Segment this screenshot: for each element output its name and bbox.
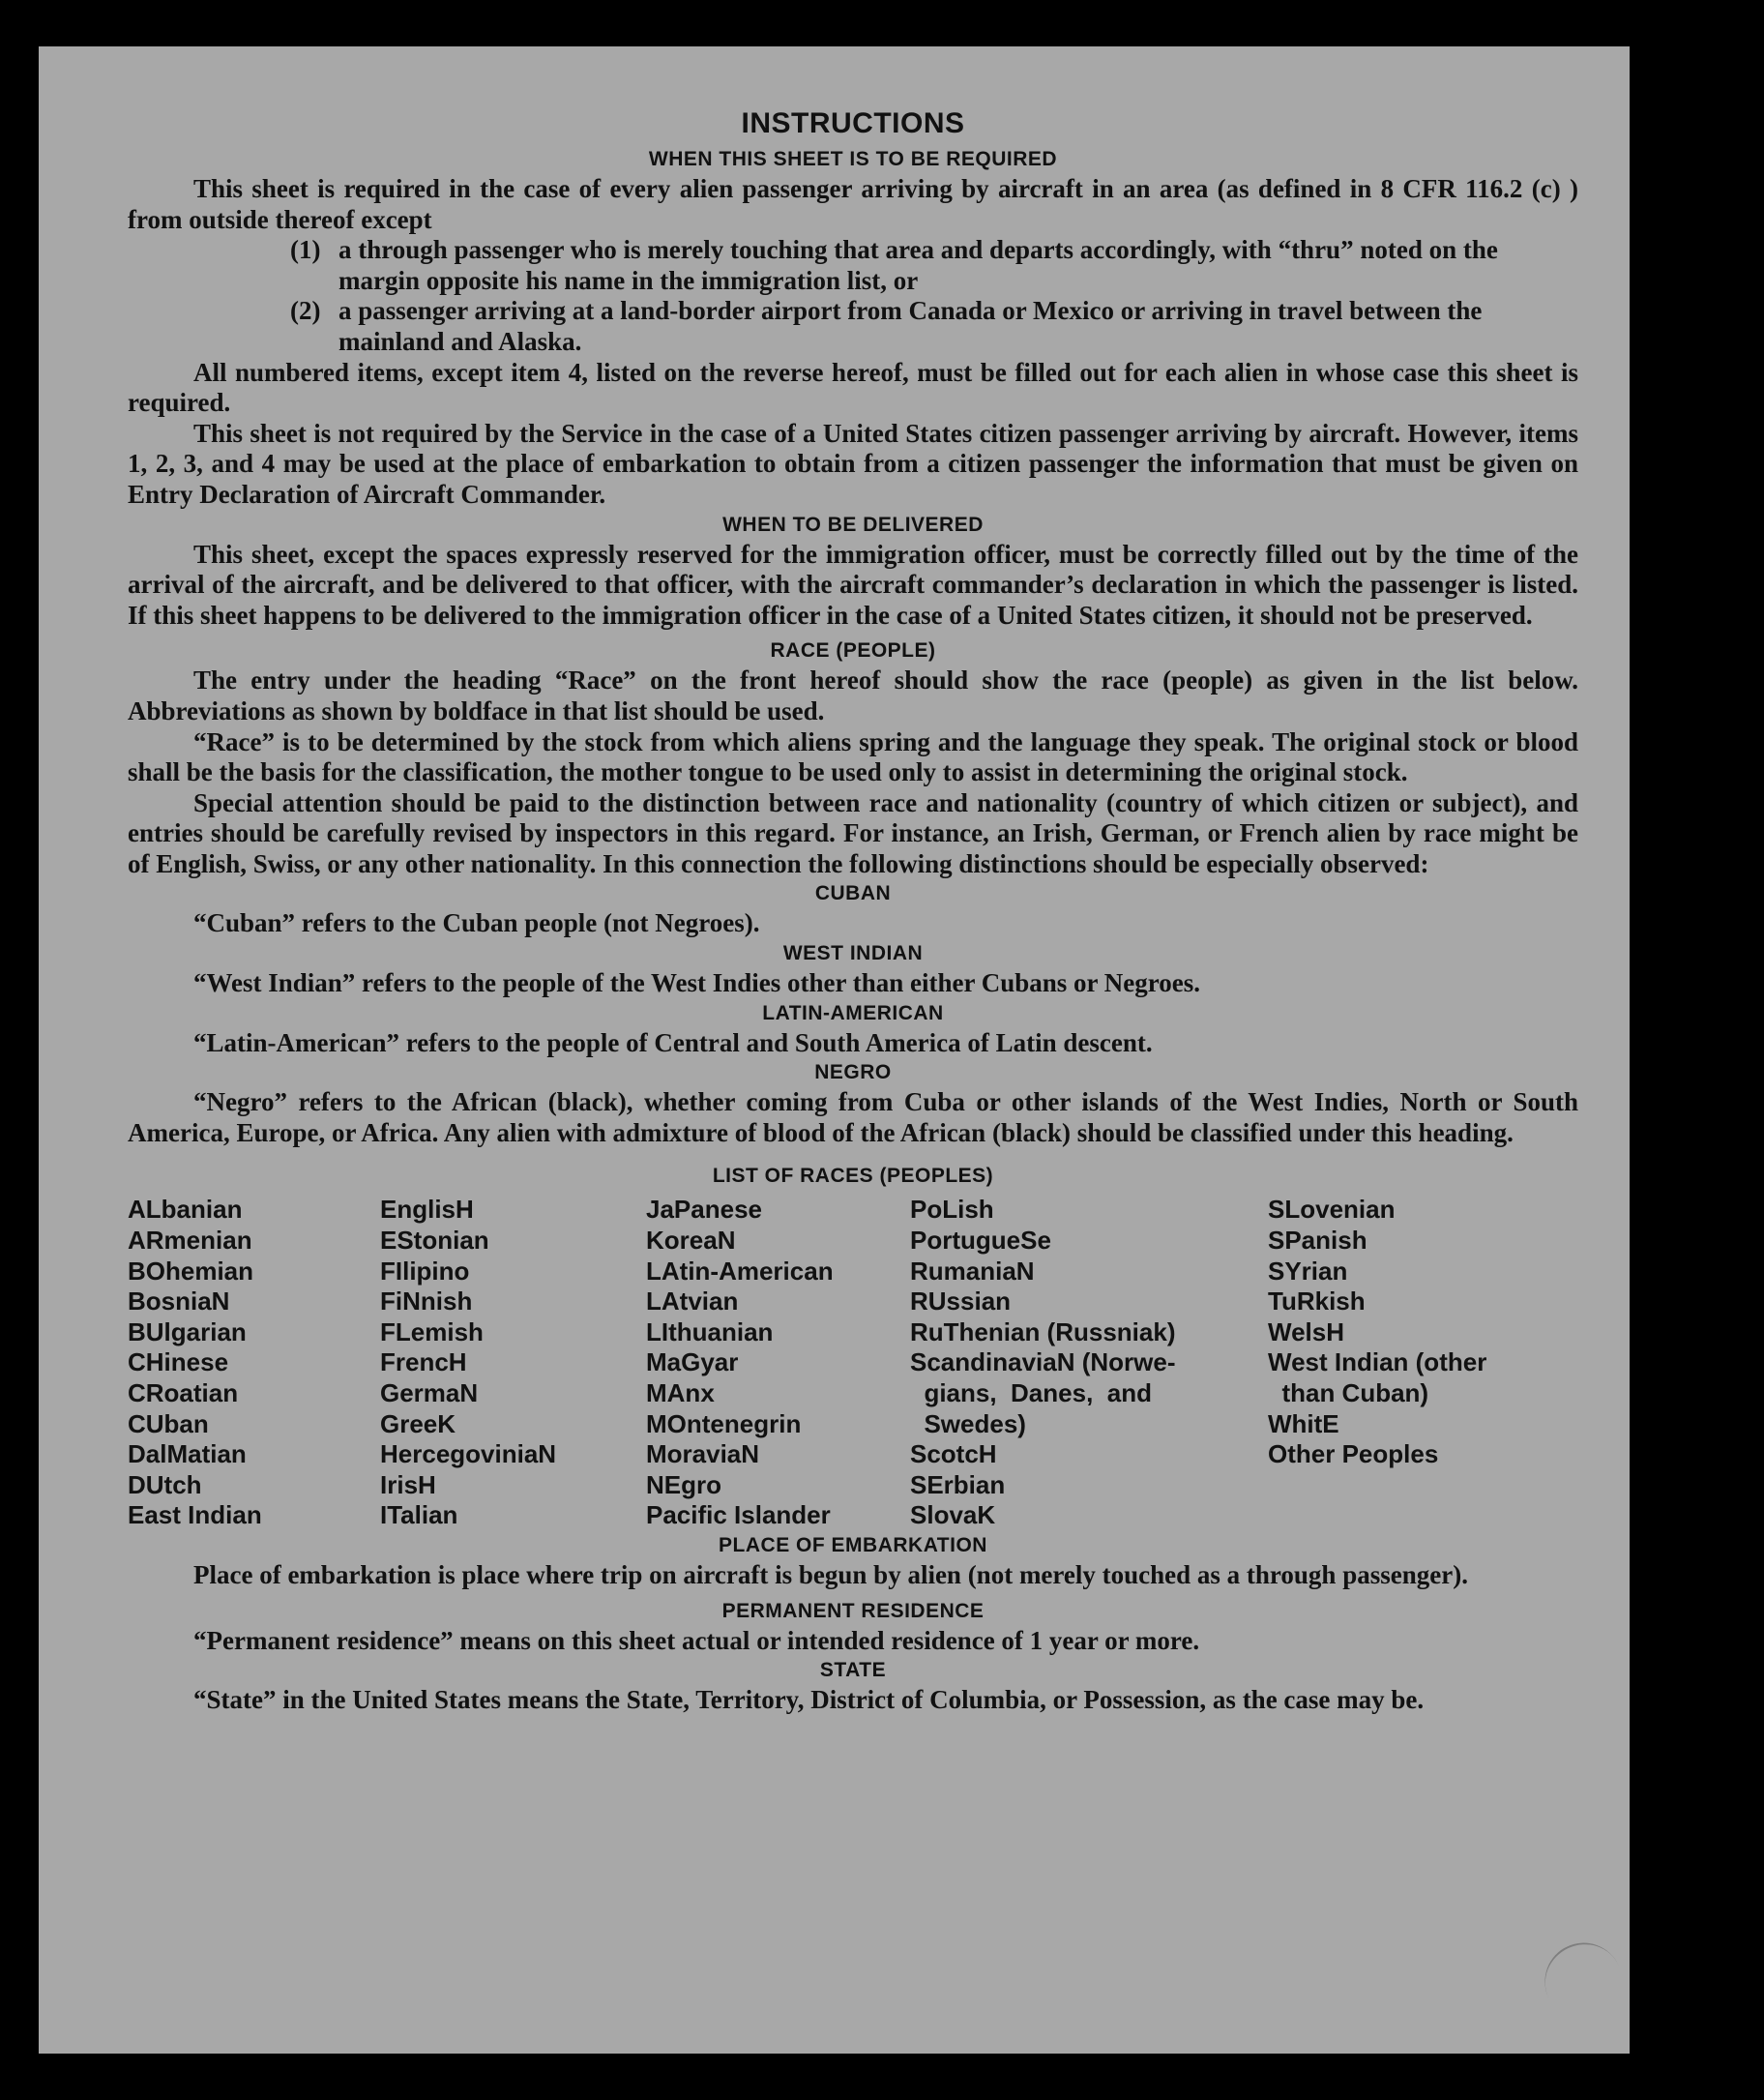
race-entry: PortugueSe xyxy=(910,1226,1051,1256)
race-entry: ScandinaviaN (Norwe- xyxy=(910,1347,1176,1377)
when-required-intro: This sheet is required in the case of every alien passenger arriving by aircraft in an area (as defined in 8 CFR 116.2 (c) ) from outside thereof except xyxy=(128,174,1578,234)
race-entry: SErbian xyxy=(910,1469,1006,1499)
races-column xyxy=(646,1195,910,1531)
exception-text: a through passenger who is merely touching that area and departs accordingly, with “thru” noted on the margin opposite his name in the immigration list, or xyxy=(338,235,1498,295)
page-title: INSTRUCTIONS xyxy=(741,107,965,139)
exception-text: a passenger arriving at a land-border airport from Canada or Mexico or arriving in travel between the mainland and Alaska. xyxy=(338,296,1483,356)
document-sheet xyxy=(39,46,1630,2054)
embarkation-text: Place of embarkation is place where trip on aircraft is begun by alien (not merely touched as a through passenger). xyxy=(193,1559,1468,1589)
race-entry: MoraviaN xyxy=(646,1439,760,1469)
race-entry: GermaN xyxy=(380,1378,479,1407)
race-entry: RuThenian (Russniak) xyxy=(910,1316,1176,1346)
when-required-heading: WHEN THIS SHEET IS TO BE REQUIRED xyxy=(648,148,1058,170)
race-entry: West Indian (other xyxy=(1268,1347,1487,1377)
race-entry: FLemish xyxy=(380,1316,484,1346)
race-entry: IrisH xyxy=(380,1469,436,1499)
embarkation-heading: PLACE OF EMBARKATION xyxy=(719,1533,987,1556)
exception-number: (1) xyxy=(290,235,321,265)
cuban-text: “Cuban” refers to the Cuban people (not Negroes). xyxy=(193,908,760,938)
race-entry: GreeK xyxy=(380,1408,456,1438)
race-heading: RACE (PEOPLE) xyxy=(770,639,936,663)
instructions-content xyxy=(128,104,1578,1716)
race-entry: RUssian xyxy=(910,1287,1012,1316)
negro-text: “Negro” refers to the African (black), whether coming from Cuba or other islands of the West Indies, North or South America, Europe, or Africa. Any alien with admixture of blood of the African (black) should be classified under this heading. xyxy=(128,1087,1578,1147)
race-entry: CRoatian xyxy=(128,1378,239,1407)
race-entry: ARmenian xyxy=(128,1226,252,1256)
race-entry: DUtch xyxy=(128,1469,202,1499)
numbered-items-paragraph: All numbered items, except item 4, listed on the reverse hereof, must be filled out for each alien in whose case this sheet is required. xyxy=(128,357,1578,418)
races-column xyxy=(1268,1195,1558,1531)
race-paragraph-2: “Race” is to be determined by the stock from which aliens spring and the language they speak. The original stock or blood shall be the basis for the classification, the mother tongue to be used only to assist in determining the original stock. xyxy=(128,726,1578,787)
races-column xyxy=(380,1195,646,1531)
race-entry: DalMatian xyxy=(128,1439,247,1469)
exception-number: (2) xyxy=(290,296,321,326)
scan-artifact xyxy=(1532,1930,1630,2043)
race-entry: BosniaN xyxy=(128,1287,230,1316)
exception-item xyxy=(290,296,1578,357)
race-entry: MOntenegrin xyxy=(646,1408,802,1438)
race-entry: EStonian xyxy=(380,1226,489,1256)
when-delivered-heading: WHEN TO BE DELIVERED xyxy=(722,513,984,536)
race-entry: TuRkish xyxy=(1268,1287,1366,1316)
race-entry: than Cuban) xyxy=(1268,1378,1429,1407)
state-text: “State” in the United States means the State, Territory, District of Columbia, or Possession, as the case may be. xyxy=(193,1685,1425,1715)
state-heading: STATE xyxy=(819,1659,887,1682)
race-entry: BOhemian xyxy=(128,1256,254,1286)
latin-american-heading: LATIN-AMERICAN xyxy=(762,1001,944,1024)
race-entry: Other Peoples xyxy=(1268,1439,1439,1469)
west-indian-heading: WEST INDIAN xyxy=(782,942,924,965)
list-of-races-heading: LIST OF RACES (PEOPLES) xyxy=(712,1165,994,1188)
race-entry: FrencH xyxy=(380,1347,467,1377)
when-delivered-text: This sheet, except the spaces expressly reserved for the immigration officer, must be correctly filled out by the time of the arrival of the aircraft, and be delivered to that officer, with the aircraft commander’s declaration in which the passenger is listed. If this sheet happens to be delivered to the immigration officer in the case of a United States citizen, it should not be preserved. xyxy=(128,539,1578,630)
cuban-heading: CUBAN xyxy=(814,882,892,905)
exception-list xyxy=(290,235,1578,357)
race-entry: FiNnish xyxy=(380,1287,473,1316)
race-paragraph-1: The entry under the heading “Race” on the front hereof should show the race (people) as given in the list below. Abbreviations as shown by boldface in that list should be used. xyxy=(128,665,1578,725)
exception-item xyxy=(290,235,1578,296)
race-entry: SYrian xyxy=(1268,1256,1348,1286)
race-entry: LAtin-American xyxy=(646,1256,834,1286)
race-entry: SPanish xyxy=(1268,1226,1367,1256)
race-entry: gians, Danes, and xyxy=(910,1378,1152,1407)
race-entry: LAtvian xyxy=(646,1287,739,1316)
races-list xyxy=(128,1195,1578,1531)
race-entry: MAnx xyxy=(646,1378,715,1407)
race-entry: SLovenian xyxy=(1268,1195,1396,1225)
race-paragraph-3: Special attention should be paid to the distinction between race and nationality (country of which citizen or subject), and entries should be carefully revised by inspectors in this regard. For instance, an Irish, German, or French alien by race might be of English, Swiss, or any other nationality. In this connection the following distinctions should be especially observed: xyxy=(128,787,1578,878)
west-indian-text: “West Indian” refers to the people of the West Indies other than either Cubans or Negroes. xyxy=(193,968,1201,998)
race-entry: BUlgarian xyxy=(128,1316,247,1346)
citizen-paragraph: This sheet is not required by the Service in the case of a United States citizen passenger arriving by aircraft. However, items 1, 2, 3, and 4 may be used at the place of embarkation to obtain from a citizen passenger the information that must be given on Entry Declaration of Aircraft Commander. xyxy=(128,418,1578,509)
races-column xyxy=(910,1195,1268,1531)
race-entry: WhitE xyxy=(1268,1408,1339,1438)
residence-heading: PERMANENT RESIDENCE xyxy=(721,1599,985,1622)
race-entry: East Indian xyxy=(128,1500,262,1530)
race-entry: ITalian xyxy=(380,1500,458,1530)
race-entry: FIlipino xyxy=(380,1256,470,1286)
races-column xyxy=(128,1195,380,1531)
race-entry: KoreaN xyxy=(646,1226,736,1256)
race-entry: ScotcH xyxy=(910,1439,997,1469)
race-entry: MaGyar xyxy=(646,1347,739,1377)
race-entry: RumaniaN xyxy=(910,1256,1035,1286)
negro-heading: NEGRO xyxy=(814,1061,892,1084)
race-entry: JaPanese xyxy=(646,1195,762,1225)
race-entry: Pacific Islander xyxy=(646,1500,831,1530)
race-entry: HercegoviniaN xyxy=(380,1439,557,1469)
race-entry: EnglisH xyxy=(380,1195,474,1225)
race-entry: Swedes) xyxy=(910,1408,1026,1438)
race-entry: WelsH xyxy=(1268,1316,1344,1346)
race-entry: ALbanian xyxy=(128,1195,243,1225)
residence-text: “Permanent residence” means on this sheet actual or intended residence of 1 year or more. xyxy=(193,1625,1200,1655)
race-entry: PoLish xyxy=(910,1195,994,1225)
latin-american-text: “Latin-American” refers to the people of Central and South America of Latin descent. xyxy=(193,1027,1153,1057)
race-entry: NEgro xyxy=(646,1469,721,1499)
race-entry: CHinese xyxy=(128,1347,229,1377)
race-entry: CUban xyxy=(128,1408,209,1438)
race-entry: SlovaK xyxy=(910,1500,996,1530)
race-entry: LIthuanian xyxy=(646,1316,774,1346)
